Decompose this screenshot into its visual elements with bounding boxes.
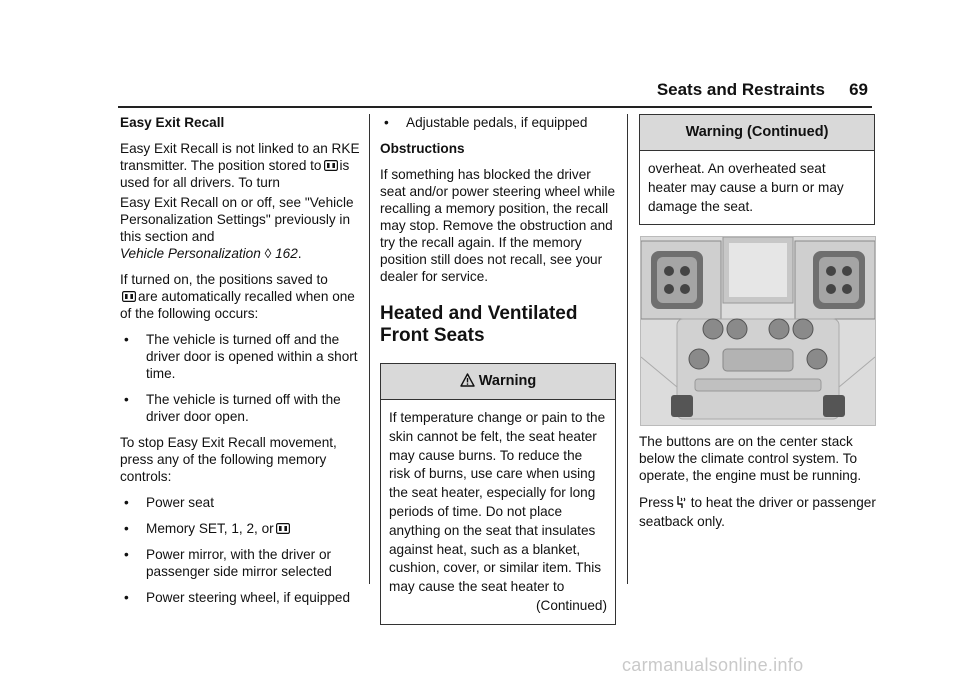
list-item: • Memory SET, 1, 2, or: [120, 520, 360, 537]
warning-box-continued: [639, 114, 875, 225]
center-stack-photo: [640, 236, 876, 426]
heated-seats-heading: Heated and Ventilated Front Seats: [380, 303, 578, 346]
page-number: 69: [849, 80, 868, 99]
easy-exit-heading: Easy Exit Recall: [120, 115, 225, 130]
column-3: [639, 114, 875, 225]
easy-exit-para3: To stop Easy Exit Recall movement, press any of the following memory controls:: [120, 435, 337, 484]
right-seat-control-inset: [795, 241, 875, 319]
column-3-lower: [639, 433, 879, 540]
left-seat-control-inset: [641, 241, 721, 319]
warning-header: Warning: [381, 364, 615, 400]
memory-button-icon: [324, 160, 338, 171]
seatback-heat-icon: [676, 495, 688, 509]
column-2: [380, 114, 620, 625]
easy-exit-para1-cont: Easy Exit Recall on or off, see "Vehicle Personalization Settings" previously in this section and Vehicle Personalization ◊ 162.: [120, 195, 354, 261]
column-divider-1: [369, 114, 370, 584]
warning-body: If temperature change or pain to the skin cannot be felt, the seat heater may cause burns. To reduce the risk of burns, use care when using the seat heater, especially for long periods of time. Do not place anything on the seat that insulates against heat, such as a blanket, cushion, cover, or similar item. This may cause the seat heater to (Continued): [381, 400, 615, 624]
center-stack-illustration: [641, 237, 875, 425]
easy-exit-para1: Easy Exit Recall is not linked to an RKE transmitter. The position stored to is used for all drivers. To turn: [120, 141, 360, 190]
continued-label: (Continued): [535, 597, 607, 613]
press-instruction: Press to heat the driver or passenger seatback only.: [639, 495, 876, 529]
list-item: • Power steering wheel, if equipped: [124, 590, 351, 605]
list-item: • Adjustable pedals, if equipped: [384, 115, 588, 130]
warning-body-continued: overheat. An overheated seat heater may cause a burn or may damage the seat.: [648, 161, 844, 214]
obstructions-heading: Obstructions: [380, 141, 465, 156]
list-item: • The vehicle is turned off with the driver door open.: [124, 392, 341, 424]
xref-link[interactable]: Vehicle Personalization: [120, 246, 261, 261]
column-divider-2: [627, 114, 628, 584]
list-item: • The vehicle is turned off and the driver door is opened within a short time.: [124, 332, 358, 381]
column-1: [120, 114, 360, 615]
xref-page[interactable]: 162: [275, 246, 298, 261]
list-item: • Power mirror, with the driver or passenger side mirror selected: [124, 547, 332, 579]
xref-symbol: ◊: [264, 246, 272, 261]
list-item: • Power seat: [124, 495, 215, 510]
warning-header-continued: Warning (Continued): [640, 115, 874, 151]
watermark: carmanualsonline.info: [622, 655, 804, 675]
memory-button-icon: [276, 523, 290, 534]
obstructions-text: If something has blocked the driver seat and/or power steering wheel while recalling a memory position, the recall may stop. Remove the obstruction and try the recall again. If the memory position still does not recall, see your dealer for service.: [380, 167, 616, 284]
header-rule: [118, 106, 872, 108]
buttons-caption: The buttons are on the center stack below the climate control system. To operate, the engine must be running.: [639, 434, 862, 483]
easy-exit-para2: If turned on, the positions saved to are automatically recalled when one of the following occurs:: [120, 272, 355, 321]
warning-triangle-icon: [460, 373, 475, 387]
section-title: Seats and Restraints: [656, 80, 825, 99]
memory-button-icon: [122, 291, 136, 302]
warning-box: [380, 363, 616, 625]
